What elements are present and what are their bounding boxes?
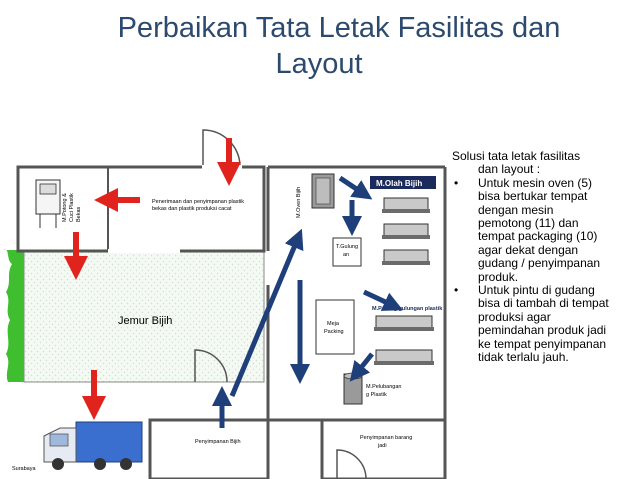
label-penyimpanan-barang-1: Penyimpanan barang — [360, 435, 413, 441]
oven-door — [316, 178, 330, 204]
notes-bullet — [452, 177, 638, 284]
svg-text:M.Potong &: M.Potong & — [62, 193, 68, 222]
notes-bullet — [452, 284, 638, 364]
bullet-line: dengan mesin — [478, 202, 554, 217]
slide-title — [0, 10, 638, 82]
bullet-line: tempat packaging (10) — [478, 229, 598, 244]
bullet-line: bisa di tambah di tempat — [478, 296, 609, 311]
title-line-2: Layout — [275, 48, 363, 80]
label-penerimaan-2: bekas dan plastik produksi cacat — [152, 206, 232, 212]
label-surabaya: Surabaya — [12, 466, 36, 472]
olah-machine — [382, 198, 430, 213]
label-meja-2: Packing — [324, 329, 344, 335]
notes-intro — [452, 150, 638, 177]
potong-machine — [374, 350, 434, 365]
label-molah: M.Olah Bijih — [376, 179, 423, 188]
bullet-line: Untuk pintu di gudang — [478, 283, 595, 298]
notes-intro-line: Solusi tata letak fasilitas — [452, 149, 581, 163]
notes-intro-line: dan layout : — [478, 162, 541, 177]
bullet-line: Untuk mesin oven (5) — [478, 175, 593, 190]
label-jemur: Jemur Bijih — [118, 315, 173, 327]
machine-box-detail — [40, 184, 56, 194]
label-penerimaan-1: Penerimaan dan penyimpanan plastik — [152, 199, 245, 205]
label-mpelubang-2: g Plastik — [366, 392, 387, 398]
notes-panel — [452, 150, 638, 365]
layout-floor-plan — [0, 110, 450, 479]
label-mpotong-gulungan: M.Potong gulungan plastik — [372, 306, 443, 312]
label-mpelubang-1: M.Pelubangan — [366, 384, 402, 390]
title-line-1: Perbaikan Tata Letak Fasilitas dan — [117, 12, 561, 44]
mpelubang-top — [344, 373, 362, 379]
bullet-line: produk. — [478, 269, 519, 284]
bullet-line: bisa bertukar tempat — [478, 189, 588, 204]
svg-text:Cuci Plastik: Cuci Plastik — [69, 193, 75, 222]
notes-list — [452, 177, 638, 365]
label-moven — [296, 187, 302, 218]
bullet-line: produksi agar — [478, 309, 551, 324]
bullet-line: pemindahan produk jadi — [478, 323, 607, 338]
label-penyimpanan-bijih: Penyimpanan Bijih — [195, 439, 241, 445]
bullet-line: gudang / penyimpanan — [478, 256, 601, 271]
bullet-line: agar dekat dengan — [478, 242, 579, 257]
svg-text:M.Oven Bijih: M.Oven Bijih — [296, 186, 302, 218]
label-tgulung-2: an — [343, 252, 350, 258]
potong-machine — [374, 316, 434, 331]
door-gap — [202, 165, 242, 169]
label-tgulung-1: T.Gulung — [336, 244, 359, 250]
olah-machine — [382, 224, 430, 239]
bullet-line: tidak terlalu jauh. — [478, 350, 569, 365]
label-penyimpanan-barang-2: jadi — [378, 443, 387, 449]
label-meja-1: Meja — [327, 321, 339, 327]
olah-machine — [382, 250, 430, 265]
meja-packing — [316, 300, 354, 354]
bullet-line: ke tempat penyimpanan — [478, 336, 607, 351]
svg-text:Bekas: Bekas — [76, 206, 82, 222]
bullet-line: pemotong (11) dan — [478, 216, 579, 231]
